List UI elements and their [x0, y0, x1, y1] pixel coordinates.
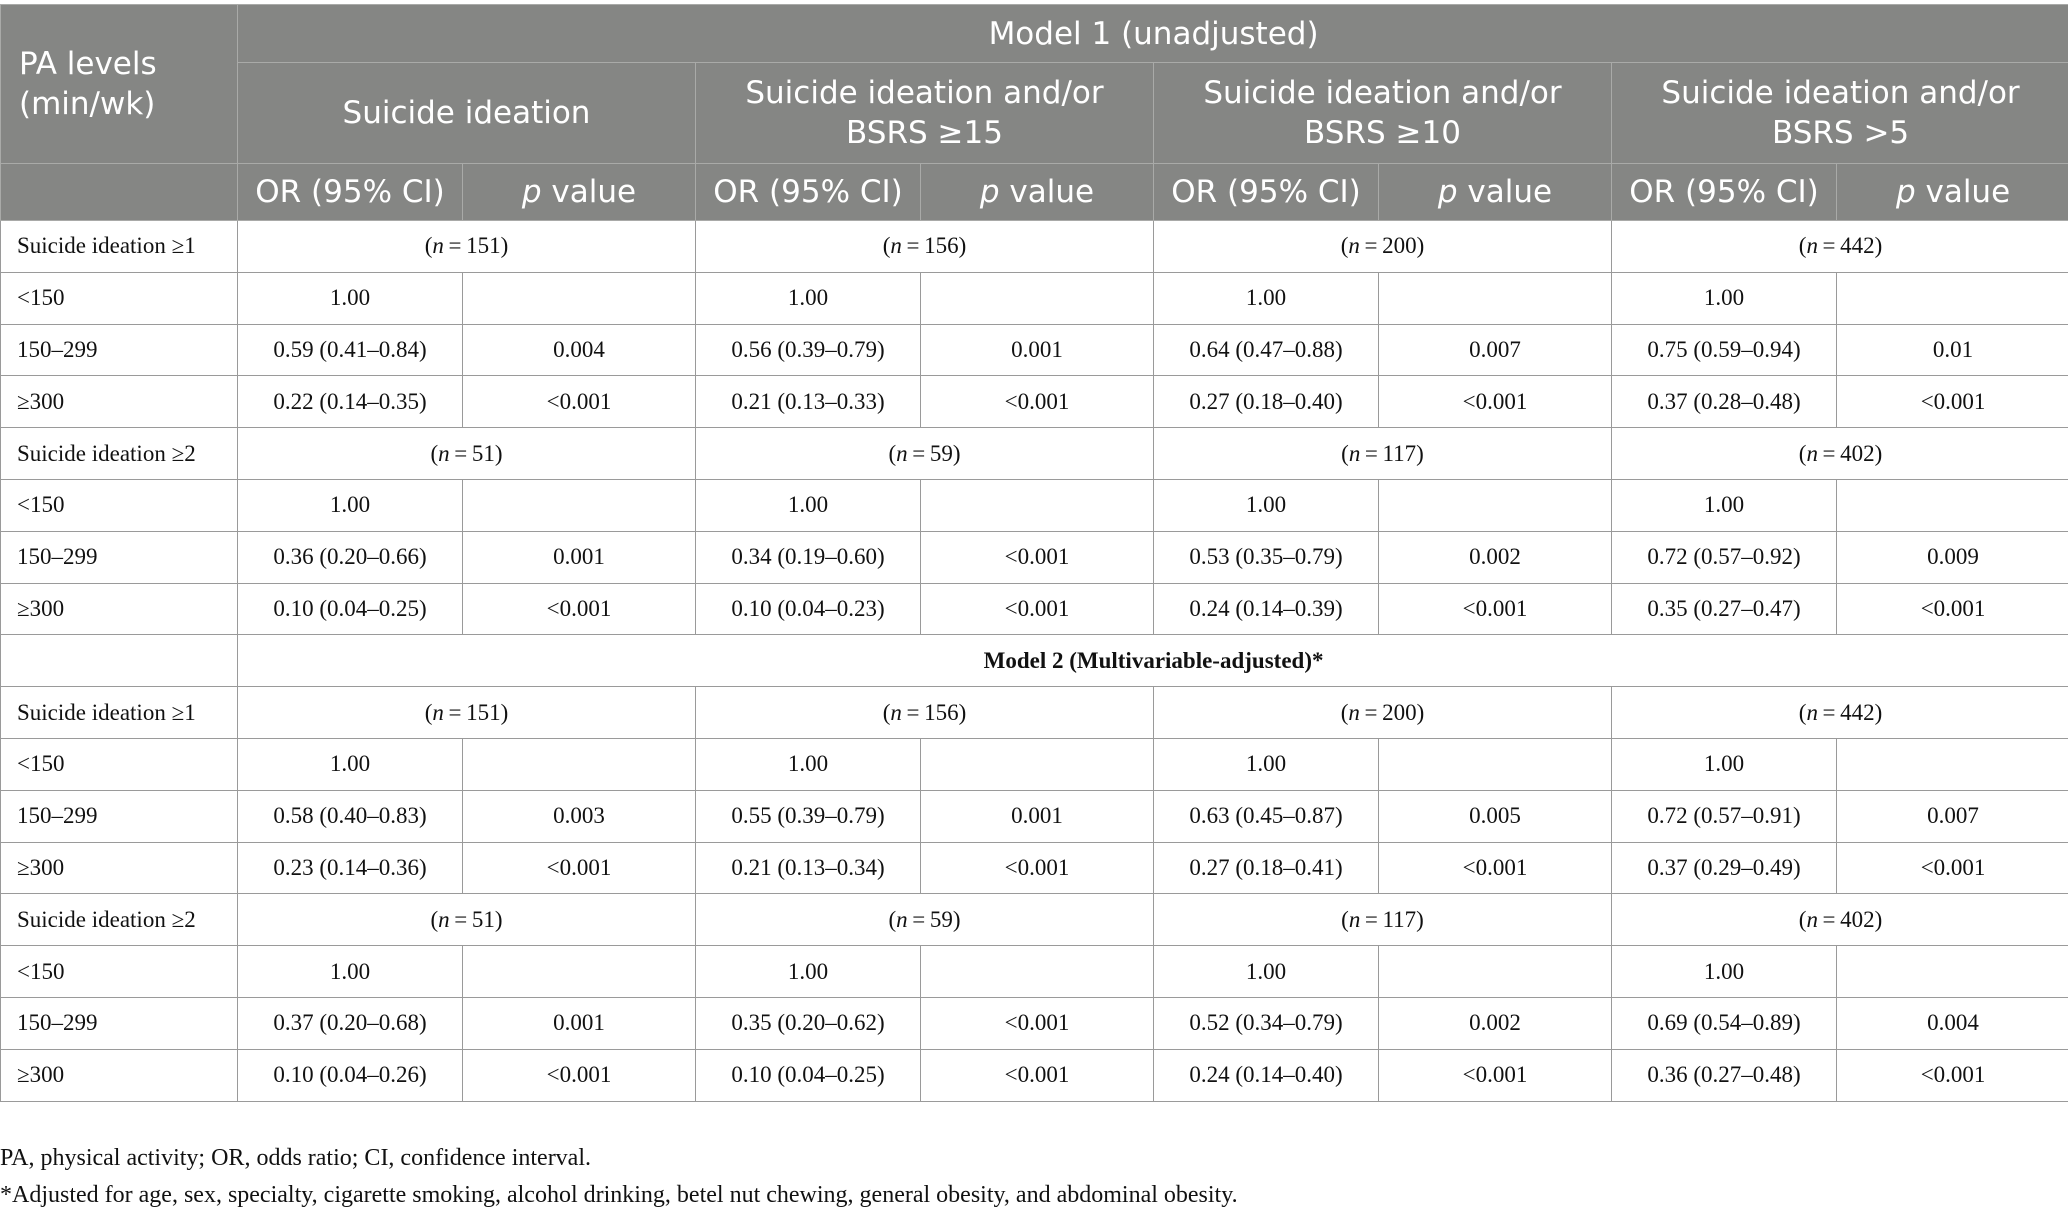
sample-size: (n = 402) [1612, 428, 2068, 480]
or-ci-cell: 0.37 (0.28–0.48) [1612, 376, 1837, 428]
or-ci-cell: 0.58 (0.40–0.83) [238, 790, 463, 842]
or-ci-header: OR (95% CI) [1154, 164, 1379, 221]
or-ci-cell: 1.00 [1612, 738, 1837, 790]
p-value-header: p value [1379, 164, 1612, 221]
sample-size: (n = 59) [696, 428, 1154, 480]
p-value-cell: <0.001 [463, 376, 696, 428]
p-value-cell: 0.007 [1837, 790, 2068, 842]
p-value-cell: <0.001 [463, 842, 696, 894]
block-title-row [1, 687, 2068, 739]
table-row [1, 376, 2068, 428]
table-row [1, 738, 2068, 790]
or-ci-cell: 0.55 (0.39–0.79) [696, 790, 921, 842]
pa-levels-header: PA levels (min/wk) [1, 5, 238, 164]
p-value-cell [921, 738, 1154, 790]
or-ci-cell: 0.27 (0.18–0.41) [1154, 842, 1379, 894]
table-row [1, 324, 2068, 376]
p-value-cell [1379, 946, 1612, 998]
or-ci-cell: 1.00 [1154, 272, 1379, 324]
table-row [1, 272, 2068, 324]
or-ci-cell: 1.00 [1154, 946, 1379, 998]
or-ci-cell: 0.10 (0.04–0.26) [238, 1049, 463, 1101]
p-value-cell [463, 946, 696, 998]
p-value-header: p value [921, 164, 1154, 221]
p-value-cell [463, 272, 696, 324]
or-ci-cell: 1.00 [696, 479, 921, 531]
or-ci-cell: 0.35 (0.27–0.47) [1612, 583, 1837, 635]
footnote-adjustment: *Adjusted for age, sex, specialty, cigarette smoking, alcohol drinking, betel nut chewing, general obesity, and abdominal obesity. [0, 1182, 1238, 1208]
pa-level-label: ≥300 [1, 842, 238, 894]
block-title-row [1, 221, 2068, 273]
sample-size: (n = 200) [1154, 687, 1612, 739]
or-ci-cell: 0.53 (0.35–0.79) [1154, 531, 1379, 583]
table-row [1, 946, 2068, 998]
or-ci-cell: 0.21 (0.13–0.33) [696, 376, 921, 428]
p-value-cell: <0.001 [1837, 583, 2068, 635]
pa-level-label: 150–299 [1, 997, 238, 1049]
table-body [1, 221, 2068, 1102]
or-ci-cell: 0.72 (0.57–0.92) [1612, 531, 1837, 583]
table-row [1, 790, 2068, 842]
results-table-container [0, 4, 2068, 1208]
p-value-cell: <0.001 [463, 583, 696, 635]
p-value-cell [921, 946, 1154, 998]
or-ci-cell: 0.63 (0.45–0.87) [1154, 790, 1379, 842]
p-value-cell [1379, 479, 1612, 531]
table-row [1, 1049, 2068, 1101]
group-header-bsrs-10: Suicide ideation and/or BSRS ≥10 [1154, 63, 1612, 164]
or-ci-cell: 0.59 (0.41–0.84) [238, 324, 463, 376]
or-ci-cell: 1.00 [1612, 479, 1837, 531]
sample-size: (n = 151) [238, 221, 696, 273]
block-title-row [1, 894, 2068, 946]
table-row [1, 479, 2068, 531]
p-value-cell: <0.001 [1379, 376, 1612, 428]
p-value-cell [1379, 272, 1612, 324]
results-table [0, 4, 2068, 1102]
model2-header-row [1, 635, 2068, 687]
or-ci-cell: 0.36 (0.20–0.66) [238, 531, 463, 583]
empty-subheader [1, 164, 238, 221]
or-ci-cell: 0.37 (0.29–0.49) [1612, 842, 1837, 894]
block-title: Suicide ideation ≥1 [1, 687, 238, 739]
or-ci-cell: 0.34 (0.19–0.60) [696, 531, 921, 583]
p-value-cell: <0.001 [1837, 1049, 2068, 1101]
p-value-cell: 0.007 [1379, 324, 1612, 376]
sample-size: (n = 442) [1612, 687, 2068, 739]
p-value-cell: <0.001 [921, 531, 1154, 583]
model2-title: Model 2 (Multivariable-adjusted)* [238, 635, 2068, 687]
p-value-cell [1837, 946, 2068, 998]
pa-level-label: 150–299 [1, 531, 238, 583]
table-row [1, 583, 2068, 635]
or-ci-cell: 0.27 (0.18–0.40) [1154, 376, 1379, 428]
or-ci-cell: 0.69 (0.54–0.89) [1612, 997, 1837, 1049]
p-value-cell: <0.001 [921, 583, 1154, 635]
empty-cell [1, 635, 238, 687]
p-value-cell: 0.005 [1379, 790, 1612, 842]
p-value-cell: 0.003 [463, 790, 696, 842]
p-value-cell: 0.001 [921, 790, 1154, 842]
p-value-header: p value [1837, 164, 2068, 221]
p-value-header: p value [463, 164, 696, 221]
pa-level-label: ≥300 [1, 1049, 238, 1101]
or-ci-cell: 1.00 [238, 946, 463, 998]
p-value-cell: <0.001 [1837, 842, 2068, 894]
pa-level-label: 150–299 [1, 324, 238, 376]
sample-size: (n = 442) [1612, 221, 2068, 273]
or-ci-cell: 1.00 [238, 479, 463, 531]
or-ci-header: OR (95% CI) [696, 164, 921, 221]
group-header-bsrs-5: Suicide ideation and/or BSRS >5 [1612, 63, 2068, 164]
p-value-cell [921, 479, 1154, 531]
or-ci-cell: 1.00 [1154, 738, 1379, 790]
p-value-cell: 0.001 [463, 997, 696, 1049]
table-row [1, 531, 2068, 583]
block-title: Suicide ideation ≥2 [1, 894, 238, 946]
p-value-cell: 0.004 [1837, 997, 2068, 1049]
p-value-cell: 0.001 [921, 324, 1154, 376]
block-title: Suicide ideation ≥2 [1, 428, 238, 480]
sample-size: (n = 156) [696, 687, 1154, 739]
p-value-cell [1837, 479, 2068, 531]
p-value-cell [1379, 738, 1612, 790]
sample-size: (n = 59) [696, 894, 1154, 946]
sample-size: (n = 151) [238, 687, 696, 739]
block-title: Suicide ideation ≥1 [1, 221, 238, 273]
pa-level-label: <150 [1, 479, 238, 531]
sample-size: (n = 117) [1154, 428, 1612, 480]
or-ci-cell: 0.56 (0.39–0.79) [696, 324, 921, 376]
table-header [1, 5, 2068, 221]
or-ci-cell: 1.00 [1612, 946, 1837, 998]
or-ci-cell: 1.00 [696, 946, 921, 998]
pa-level-label: 150–299 [1, 790, 238, 842]
or-ci-cell: 0.35 (0.20–0.62) [696, 997, 921, 1049]
p-value-cell: 0.002 [1379, 531, 1612, 583]
pa-level-label: <150 [1, 738, 238, 790]
or-ci-cell: 1.00 [1154, 479, 1379, 531]
p-value-cell [1837, 272, 2068, 324]
or-ci-cell: 0.37 (0.20–0.68) [238, 997, 463, 1049]
or-ci-cell: 0.10 (0.04–0.25) [696, 1049, 921, 1101]
p-value-cell: 0.004 [463, 324, 696, 376]
table-row [1, 997, 2068, 1049]
sample-size: (n = 51) [238, 428, 696, 480]
or-ci-cell: 0.64 (0.47–0.88) [1154, 324, 1379, 376]
p-value-cell: <0.001 [921, 842, 1154, 894]
p-value-cell: 0.01 [1837, 324, 2068, 376]
p-value-cell: 0.009 [1837, 531, 2068, 583]
p-value-cell [463, 738, 696, 790]
p-value-cell [463, 479, 696, 531]
or-ci-cell: 0.75 (0.59–0.94) [1612, 324, 1837, 376]
sample-size: (n = 51) [238, 894, 696, 946]
p-value-cell: <0.001 [921, 997, 1154, 1049]
pa-level-label: ≥300 [1, 376, 238, 428]
or-ci-cell: 0.10 (0.04–0.23) [696, 583, 921, 635]
or-ci-cell: 1.00 [238, 738, 463, 790]
p-value-cell [921, 272, 1154, 324]
or-ci-cell: 1.00 [696, 738, 921, 790]
or-ci-cell: 0.21 (0.13–0.34) [696, 842, 921, 894]
or-ci-cell: 0.24 (0.14–0.39) [1154, 583, 1379, 635]
block-title-row [1, 428, 2068, 480]
or-ci-cell: 1.00 [238, 272, 463, 324]
sample-size: (n = 117) [1154, 894, 1612, 946]
sample-size: (n = 402) [1612, 894, 2068, 946]
or-ci-cell: 1.00 [696, 272, 921, 324]
pa-level-label: <150 [1, 272, 238, 324]
or-ci-cell: 0.24 (0.14–0.40) [1154, 1049, 1379, 1101]
pa-level-label: ≥300 [1, 583, 238, 635]
or-ci-cell: 0.72 (0.57–0.91) [1612, 790, 1837, 842]
table-row [1, 842, 2068, 894]
or-ci-header: OR (95% CI) [1612, 164, 1837, 221]
or-ci-cell: 0.52 (0.34–0.79) [1154, 997, 1379, 1049]
p-value-cell: <0.001 [1379, 842, 1612, 894]
p-value-cell: <0.001 [1379, 583, 1612, 635]
or-ci-cell: 1.00 [1612, 272, 1837, 324]
sample-size: (n = 156) [696, 221, 1154, 273]
or-ci-cell: 0.23 (0.14–0.36) [238, 842, 463, 894]
group-header-bsrs-15: Suicide ideation and/or BSRS ≥15 [696, 63, 1154, 164]
p-value-cell: <0.001 [921, 1049, 1154, 1101]
p-value-cell: 0.001 [463, 531, 696, 583]
or-ci-cell: 0.10 (0.04–0.25) [238, 583, 463, 635]
or-ci-cell: 0.22 (0.14–0.35) [238, 376, 463, 428]
p-value-cell: 0.002 [1379, 997, 1612, 1049]
p-value-cell: <0.001 [463, 1049, 696, 1101]
group-header-suicide-ideation: Suicide ideation [238, 63, 696, 164]
pa-level-label: <150 [1, 946, 238, 998]
footnote-abbreviations: PA, physical activity; OR, odds ratio; CI, confidence interval. [0, 1145, 591, 1171]
p-value-cell: <0.001 [1837, 376, 2068, 428]
p-value-cell [1837, 738, 2068, 790]
p-value-cell: <0.001 [1379, 1049, 1612, 1101]
or-ci-header: OR (95% CI) [238, 164, 463, 221]
sample-size: (n = 200) [1154, 221, 1612, 273]
p-value-cell: <0.001 [921, 376, 1154, 428]
or-ci-cell: 0.36 (0.27–0.48) [1612, 1049, 1837, 1101]
model1-header: Model 1 (unadjusted) [238, 5, 2068, 63]
